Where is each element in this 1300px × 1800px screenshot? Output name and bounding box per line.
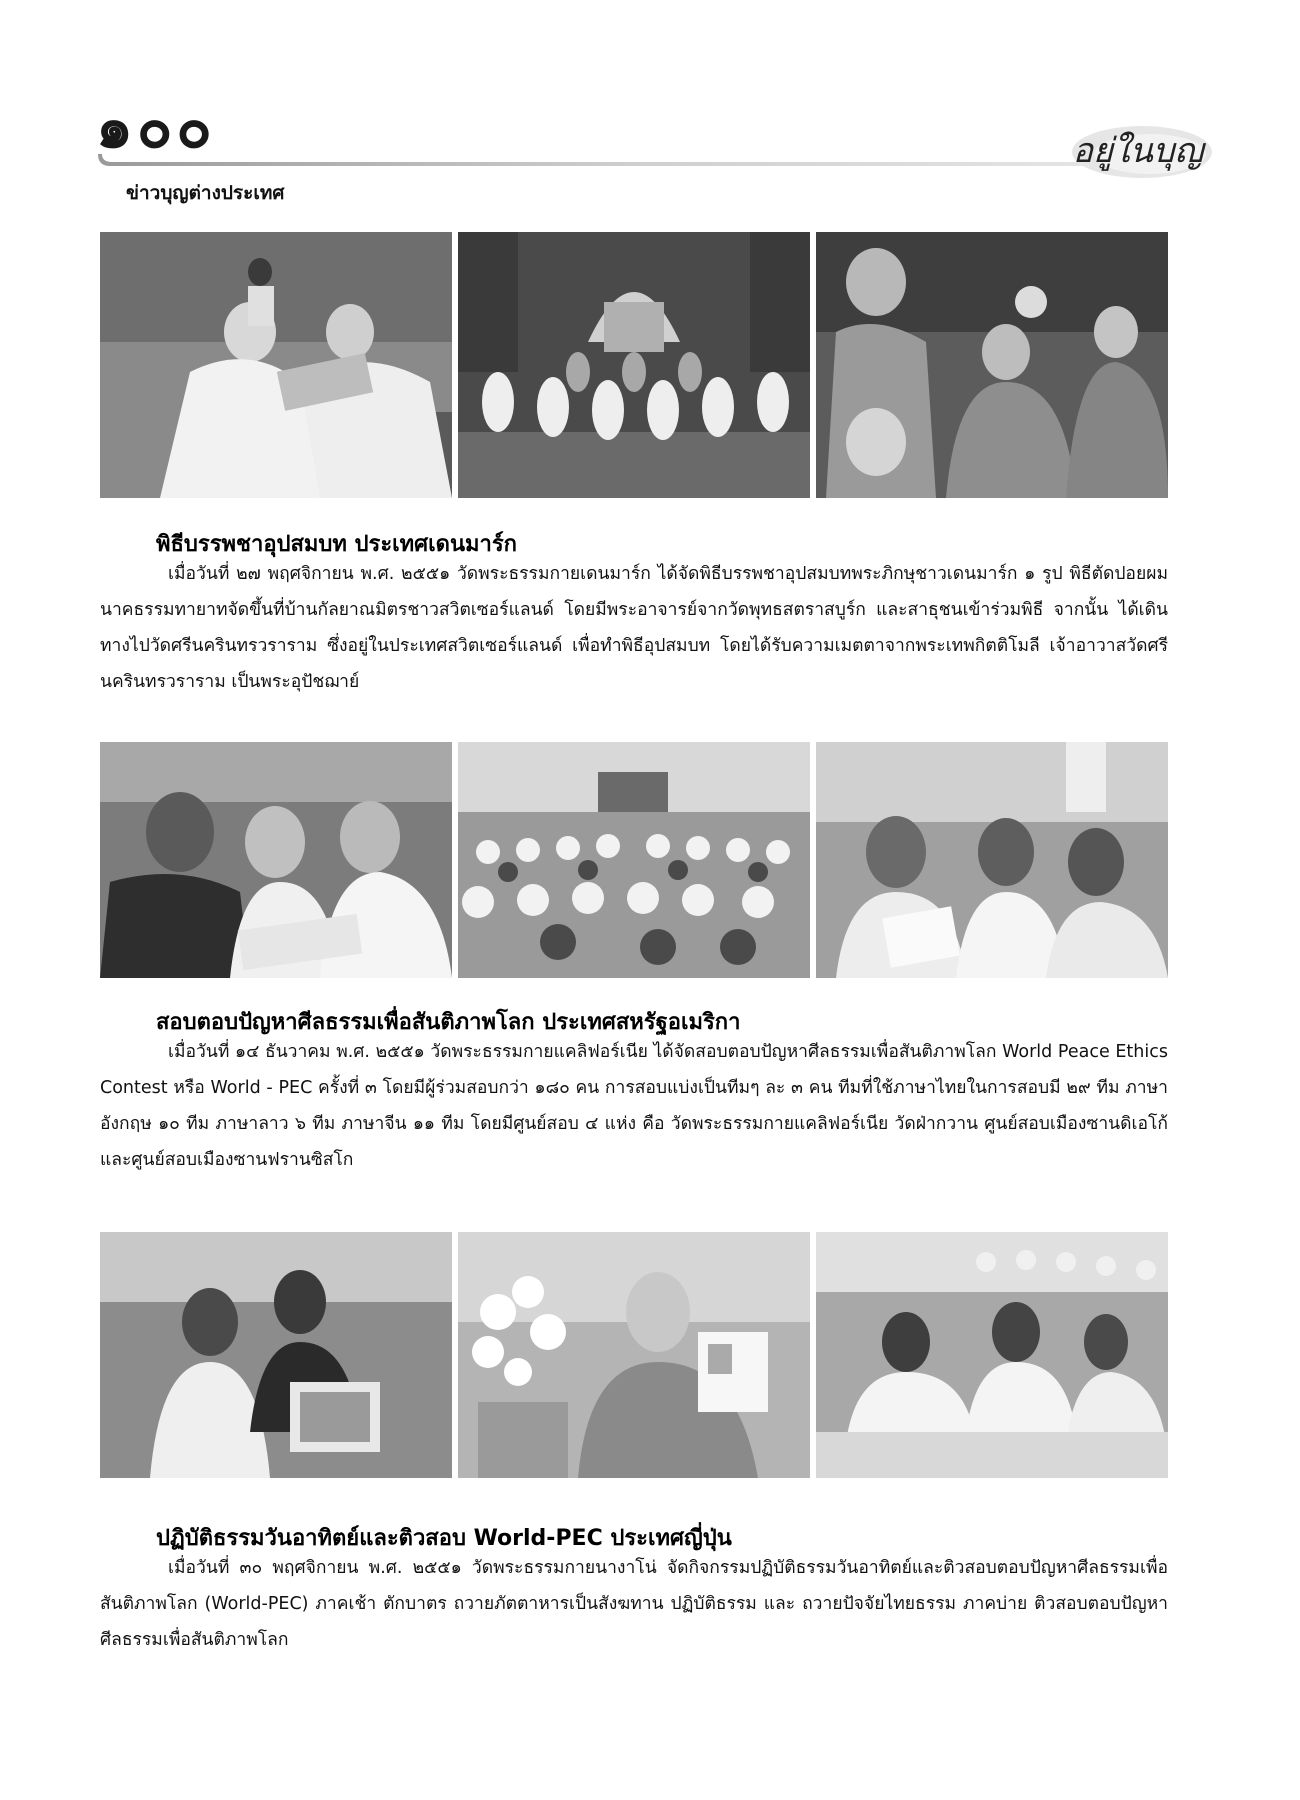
photo-japan-monk-lecture <box>458 1232 810 1478</box>
article-1-title: พิธีบรรพชาอุปสมบท ประเทศเดนมาร์ก <box>156 532 517 557</box>
photo-ordination-offering <box>100 232 452 498</box>
photo-japan-donation <box>100 1232 452 1478</box>
photo-contest-participants <box>100 742 452 978</box>
article-2-title: สอบตอบปัญหาศีลธรรมเพื่อสันติภาพโลก ประเทศสหรัฐอเมริกา <box>156 1010 741 1035</box>
photo-monks-ceremony <box>816 232 1168 498</box>
article-3-title: ปฏิบัติธรรมวันอาทิตย์และติวสอบ World-PEC ประเทศญี่ปุ่น <box>156 1526 732 1551</box>
photo-row-3 <box>100 1232 1168 1478</box>
photo-row-1 <box>100 232 1168 498</box>
journal-logo <box>1058 118 1218 182</box>
photo-contest-smiling-participants <box>816 742 1168 978</box>
journal-name: อยู่ในบุญ <box>1072 131 1204 171</box>
photo-contest-hall-crowd <box>458 742 810 978</box>
photo-temple-hall-group <box>458 232 810 498</box>
article-3-body: เมื่อวันที่ ๓๐ พฤศจิกายน พ.ศ. ๒๕๕๑ วัดพระธรรมกายนางาโน่ จัดกิจกรรมปฏิบัติธรรมวันอาทิตย์และติวสอบตอบปัญหาศีลธรรมเพื่อสันติภาพโลก (World-PEC) ภาคเช้า ตักบาตร ถวายภัตตาหารเป็นสังฆทาน ปฏิบัติธรรม และ ถวายปัจจัยไทยธรรม ภาคบ่าย ติวสอบตอบปัญหาศีลธรรมเพื่อสันติภาพโลก <box>100 1558 1168 1650</box>
section-label: ข่าวบุญต่างประเทศ <box>126 182 285 204</box>
photo-row-2 <box>100 742 1168 978</box>
article-2-body: เมื่อวันที่ ๑๔ ธันวาคม พ.ศ. ๒๕๕๑ วัดพระธรรมกายแคลิฟอร์เนีย ได้จัดสอบตอบปัญหาศีลธรรมเพื่อสันติภาพโลก World Peace Ethics Contest หรือ World - PEC ครั้งที่ ๓ โดยมีผู้ร่วมสอบกว่า ๑๘๐ คน การสอบแบ่งเป็นทีมๆ ละ ๓ คน ทีมที่ใช้ภาษาไทยในการสอบมี ๒๙ ทีม ภาษาอังกฤษ ๑๐ ทีม ภาษาลาว ๖ ทีม ภาษาจีน ๑๑ ทีม โดยมีศูนย์สอบ ๔ แห่ง คือ วัดพระธรรมกายแคลิฟอร์เนีย วัดฝ่ากวาน ศูนย์สอบเมืองซานดิเอโก้ และศูนย์สอบเมืองซานฟรานซิสโก <box>100 1042 1168 1170</box>
page-number: ๑๐๐ <box>96 93 216 161</box>
photo-japan-meditation <box>816 1232 1168 1478</box>
article-1-body: เมื่อวันที่ ๒๗ พฤศจิกายน พ.ศ. ๒๕๕๑ วัดพระธรรมกายเดนมาร์ก ได้จัดพิธีบรรพชาอุปสมบทพระภิกษุชาวเดนมาร์ก ๑ รูป พิธีตัดปอยผมนาคธรรมทายาทจัดขึ้นที่บ้านกัลยาณมิตรชาวสวิตเซอร์แลนด์ โดยมีพระอาจารย์จากวัดพุทธสตราสบูร์ก และสาธุชนเข้าร่วมพิธี จากนั้น ได้เดินทางไปวัดศรีนครินทรวราราม ซึ่งอยู่ในประเทศสวิตเซอร์แลนด์ เพื่อทำพิธีอุปสมบท โดยได้รับความเมตตาจากพระเทพกิตติโมลี เจ้าอาวาสวัดศรีนครินทรวราราม เป็นพระอุปัชฌาย์ <box>100 564 1168 692</box>
header-rule <box>96 150 1176 168</box>
